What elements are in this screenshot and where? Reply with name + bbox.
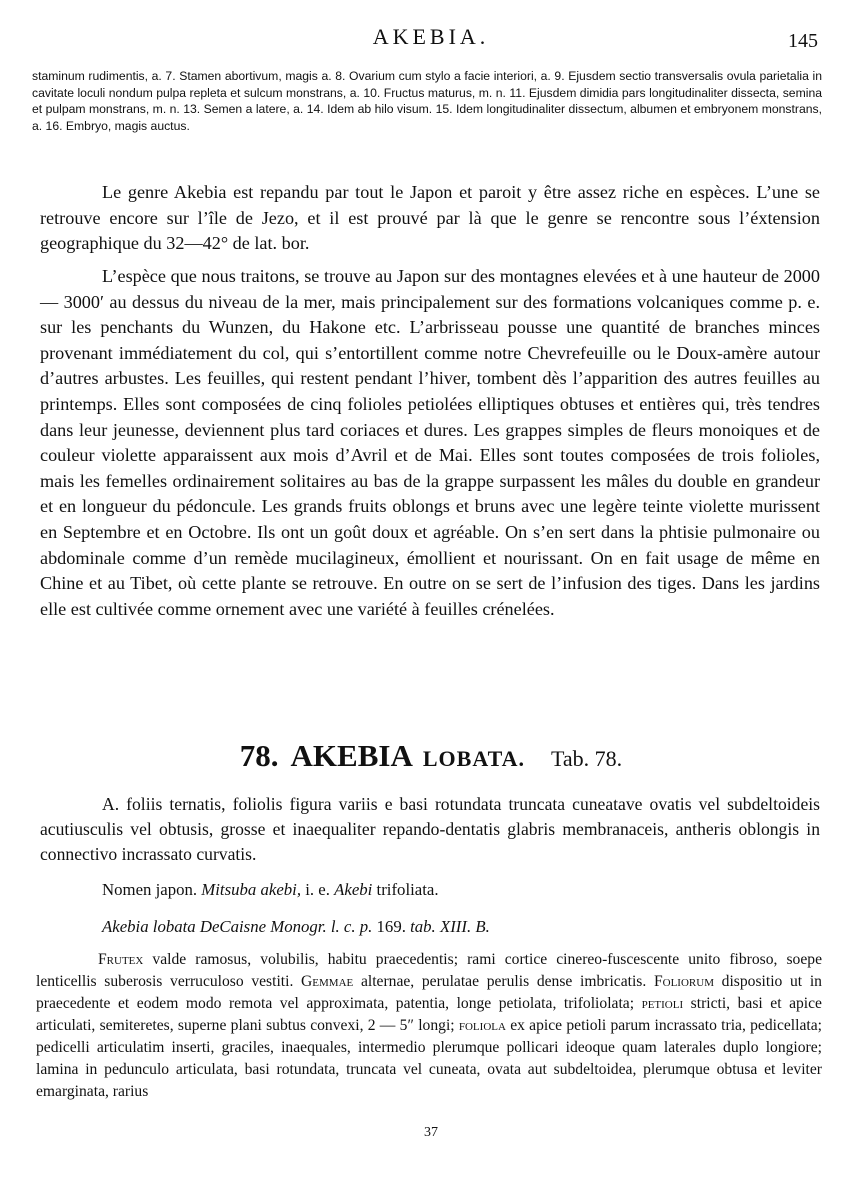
synonym-ref-b: tab. XIII. B.	[410, 917, 490, 936]
nomen-ie: i. e.	[305, 880, 330, 899]
desc-frutex-head: Frutex	[98, 951, 144, 968]
desc-frutex: valde ramosus, volubilis, habitu praecedentis; rami cortice cinereo-fuscescente unito fibroso, soepe lenticellis suberosis verruculoso vestiti.	[36, 951, 822, 990]
species-epithet: LOBATA.	[422, 746, 526, 771]
paragraph-genre: Le genre Akebia est repandu par tout le Japon et paroit y être assez riche en espèces. L’une se retrouve encore sur l’île de Jezo, et il est prouvé par là que le genre se rencontre sous l’éxtension geographique du 32—42° de lat. bor.	[40, 182, 820, 254]
desc-foliola-head: foliola	[458, 1017, 506, 1034]
desc-petioli: stricti, basi et apice articulati, semiteretes, superne plani subtus convexi, 2 — 5″ longi;	[36, 995, 822, 1034]
synonym-line	[102, 917, 490, 937]
species-heading	[0, 738, 862, 774]
synonym-page: 169.	[376, 917, 406, 936]
species-number: 78.	[239, 738, 279, 773]
desc-gemmae-head: Gemmae	[301, 973, 354, 990]
latin-diagnosis: A. foliis ternatis, foliolis figura variis e basi rotundata truncata cuneatave ovatis vel subdeltoideis acutiusculis vel obtusis, grosse et inaequaliter repando-dentatis glabris membranaceis, antheris oblongis in connectivo incrassato curvatis.	[40, 794, 820, 864]
plate-reference: Tab. 78.	[551, 746, 623, 771]
nomen-gloss-italic: Akebi	[334, 880, 373, 899]
nomen-gloss: trifoliata.	[376, 880, 439, 899]
desc-gemmae: alternae, perulatae perulis dense imbricatis.	[360, 973, 647, 990]
japanese-name-line	[102, 880, 439, 900]
synonym-ref-a: Akebia lobata DeCaisne Monogr. l. c. p.	[102, 917, 373, 936]
desc-foliorum-head: Foliorum	[653, 973, 714, 990]
paragraph-espece: L’espèce que nous traitons, se trouve au Japon sur des montagnes elevées et à une hauteur de 2000 — 3000′ au dessus du niveau de la mer, mais principalement sur des formations volcaniques comme p. e. sur les penchants du Wunzen, du Hakone etc. L’arbrisseau pousse une quantité de branches minces provenant immédiatement du col, qui s’entortillent comme notre Chevrefeuille ou le Doux-amère autour d’autres arbustes. Les feuilles, qui restent pendant l’hiver, tombent dès l’apparition des autres feuilles au printemps. Elles sont composées de cinq folioles petiolées elliptiques obtuses et entières qui, très tendres dans leur jeunesse, deviennent plus tard coriaces et dures. Les grappes simples de fleurs monoiques et de couleur violette apparaissent aux mois d’Avril et de Mai. Elles sont toutes composées de trois folioles, mais les femelles ordinairement solitaires au bas de la grappe surpassent les mâles du double en grandeur et en longueur du pédoncule. Les grands fruits oblongs et bruns avec une legère teinte violette murissent en Septembre et en Octobre. Ils ont un goût doux et agréable. On s’en sert dans la phtisie pulmonaire ou abdominale comme d’un remède mucilagineux, émollient et nourissant. On en fait usage de même en Chine et au Tibet, où cette plante se retrouve. En outre on se sert de l’infusion des tiges. Dans les jardins elle est cultivée comme ornement avec une variété à feuilles crénelées.	[40, 266, 820, 619]
running-title: AKEBIA.	[372, 24, 490, 49]
nomen-name: Mitsuba akebi,	[201, 880, 302, 899]
species-genus: AKEBIA	[290, 738, 413, 773]
nomen-lead: Nomen japon.	[102, 880, 198, 899]
page-number: 145	[788, 30, 818, 52]
desc-petioli-head: petioli	[641, 995, 684, 1012]
latin-description	[36, 949, 822, 1103]
running-head	[0, 24, 862, 54]
signature-mark: 37	[424, 1125, 438, 1140]
desc-foliola: ex apice petioli parum incrassato tria, pedicellata; pedicelli articulatim inserti, graciles, inaequales, intermedio plerumque pollicari ideoque quam laterales duplo longiore; lamina in pedunculo articulata, basi rotundata, truncata vel cuneata, ovata aut subdeltoidea, plerumque obtusa et leviter emarginata, rarius	[36, 1017, 822, 1100]
figure-captions: staminum rudimentis, a. 7. Stamen abortivum, magis a. 8. Ovarium cum stylo a facie interiori, a. 9. Ejusdem sectio transversalis ovula parietalia in cavitate loculi nondum pulpa repleta et sulcum monstrans, a. 10. Fructus maturus, m. n. 11. Ejusdem dimidia pars longitudinaliter dissecta, semina et pulpam monstrans, m. n. 13. Semen a latere, a. 14. Idem ab hilo visum. 15. Idem longitudinaliter dissectum, albumen et embryonem monstrans, a. 16. Embryo, magis auctus.	[32, 69, 822, 133]
desc-foliorum: dispositio ut in praecedente et eodem modo remota vel approximata, patentia, longe petiolata, trifoliolata;	[36, 973, 822, 1012]
